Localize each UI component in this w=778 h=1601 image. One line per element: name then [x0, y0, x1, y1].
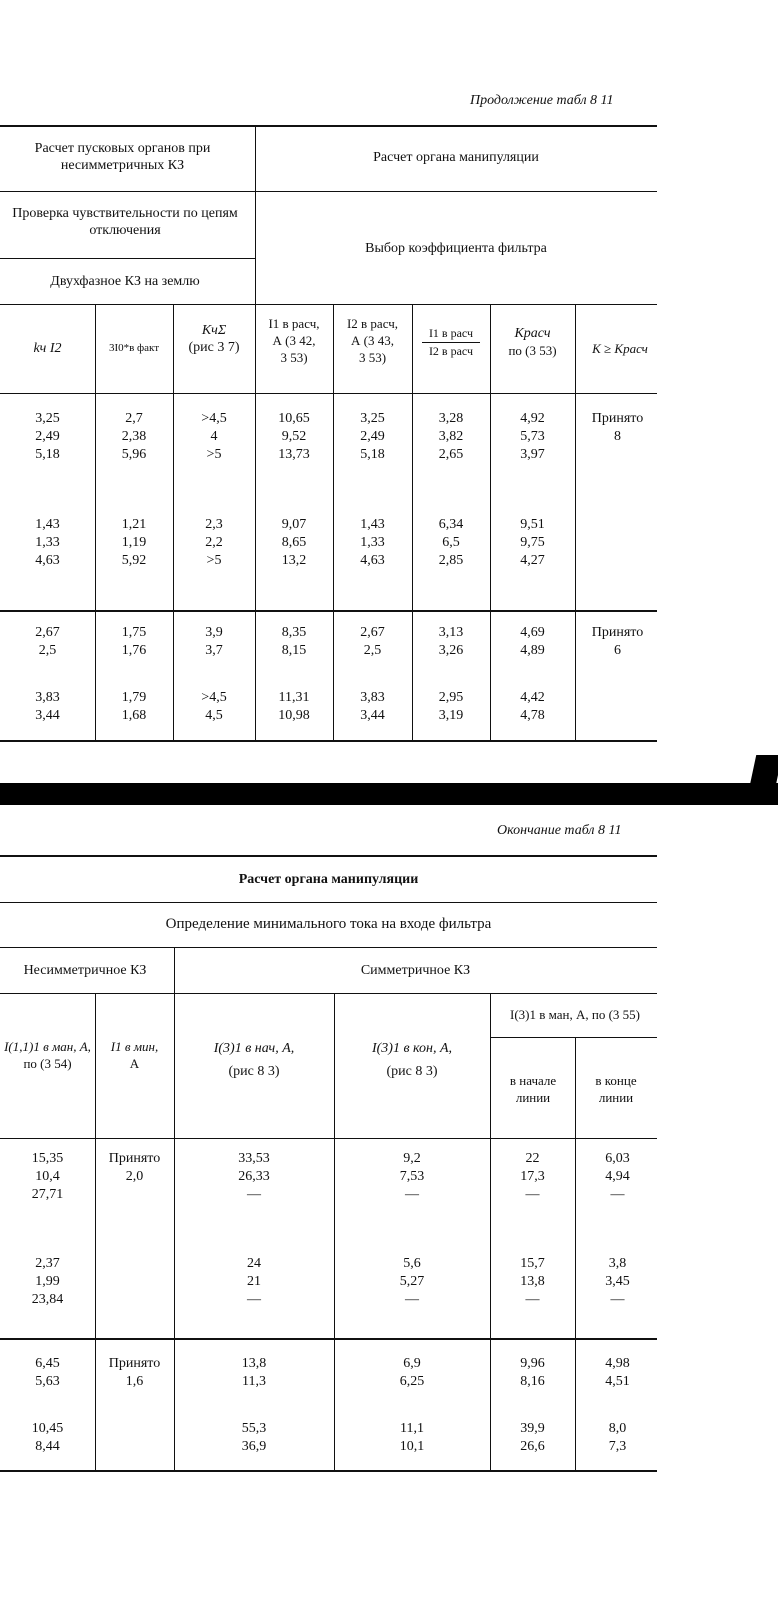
top-cell-value: 4,63 [360, 553, 385, 568]
bottom-cell-g4-b1 [0, 1420, 95, 1456]
top-cell-value: 9,51 [520, 517, 545, 532]
bottom-cell-value: 2,37 [35, 1256, 60, 1271]
bottom-cell-value: — [405, 1292, 419, 1307]
top-header-right: Расчет органа манипуляции [373, 150, 539, 165]
top-col-header-4 [255, 315, 333, 366]
bottom-cell-value: 5,27 [399, 1274, 425, 1289]
top-cell-value: 2,67 [360, 625, 385, 640]
top-caption: Продолжение табл 8 11 [470, 93, 614, 108]
bottom-cell-value: 7,3 [608, 1439, 627, 1454]
bottom-cell-g1-b4 [334, 1150, 490, 1204]
top-cell-value: 1,33 [360, 535, 385, 550]
top-cell-value: 8 [614, 429, 621, 444]
top-cell-value: 1,33 [35, 535, 60, 550]
bottom-cell-g3-b6 [575, 1355, 660, 1391]
top-col-header-3b: (рис 3 7) [188, 340, 240, 355]
bottom-divider-4 [490, 1037, 657, 1038]
bottom-cell-g2-b3 [174, 1255, 334, 1309]
bottom-cell-value: 33,53 [238, 1151, 270, 1166]
top-cell-value: 4 [210, 429, 218, 444]
top-cell-g3-c1 [0, 624, 95, 660]
bottom-cell-value: Принято [108, 1356, 161, 1371]
top-cell-value: 3,44 [360, 708, 385, 723]
top-cell-value: 2,5 [363, 643, 382, 658]
top-col-header-3a: KчΣ [201, 323, 227, 338]
top-cell-value: 4,78 [520, 708, 545, 723]
bottom-col-header-3a: I(3)1 в нач, А, [213, 1041, 295, 1056]
bottom-header-asym: Несимметричное КЗ [23, 963, 147, 978]
top-col-header-5b: А (3 43, [351, 333, 394, 348]
bottom-cell-value: 13,8 [241, 1356, 267, 1371]
bottom-cell-value: 15,35 [31, 1151, 64, 1166]
top-cell-value: 1,19 [121, 535, 147, 550]
bottom-table-bottom [0, 1470, 657, 1472]
top-cell-g1-c1 [0, 410, 95, 464]
bottom-cell-g3-b2 [95, 1355, 174, 1391]
bottom-cell-g4-b3 [174, 1420, 334, 1456]
top-col-header-3 [173, 322, 255, 356]
top-col-header-2 [95, 340, 173, 357]
bottom-header-sym: Симметричное КЗ [360, 963, 471, 978]
top-cell-g3-c7 [490, 624, 575, 660]
top-header-filter: Выбор коэффициента фильтра [365, 241, 547, 256]
bottom-cell-value: 6,03 [605, 1151, 630, 1166]
bottom-cell-g1-b5 [490, 1150, 575, 1204]
bottom-rule [0, 855, 657, 857]
top-col-header-6 [412, 325, 490, 360]
bottom-divider-3 [0, 993, 657, 994]
top-vline-7 [575, 304, 576, 740]
top-cell-g4-c1 [0, 689, 95, 725]
top-cell-value: 1,79 [121, 690, 147, 705]
bottom-cell-g1-b6 [575, 1150, 660, 1204]
top-cell-value: 3,13 [438, 625, 464, 640]
top-cell-value: 3,26 [438, 643, 464, 658]
top-cell-g4-c4 [255, 689, 333, 725]
scan-edge-strip [0, 783, 778, 805]
bottom-cell-value: 11,3 [242, 1374, 266, 1389]
top-cell-g1-c4 [255, 410, 333, 464]
bottom-col-header-1a: I(1,1)1 в ман, А, [4, 1039, 91, 1054]
top-header-bottom [0, 393, 657, 394]
bottom-cell-value: 5,63 [35, 1374, 60, 1389]
scan-edge-corner [748, 755, 778, 795]
bottom-cell-g4-b6 [575, 1420, 660, 1456]
bottom-cell-value: 21 [247, 1274, 261, 1289]
top-cell-g3-c8 [575, 624, 660, 660]
top-cell-value: 4,92 [520, 411, 545, 426]
bottom-vline-main [174, 947, 175, 1470]
top-col-header-7 [490, 325, 575, 359]
top-cell-value: 9,07 [281, 517, 307, 532]
bottom-cell-value: — [610, 1187, 625, 1202]
bottom-cell-value: 2,0 [125, 1169, 144, 1184]
bottom-cell-value: 1,6 [125, 1374, 144, 1389]
top-col-header-5 [333, 315, 412, 366]
top-cell-value: 3,82 [438, 429, 464, 444]
bottom-cell-g3-b5 [490, 1355, 575, 1391]
top-cell-g2-c4 [255, 516, 333, 570]
top-cell-value: >4,5 [201, 690, 227, 705]
top-cell-value: 9,75 [520, 535, 545, 550]
top-cell-value: 3,25 [35, 411, 60, 426]
top-cell-value: Принято [591, 411, 644, 426]
top-header-divider-1 [0, 191, 657, 192]
top-cell-value: 2,7 [125, 411, 143, 426]
top-cell-value: 10,98 [278, 708, 310, 723]
bottom-cell-value: — [525, 1292, 540, 1307]
top-cell-value: 3,97 [520, 447, 545, 462]
top-cell-g3-c2 [95, 624, 173, 660]
bottom-col-header-3 [174, 1040, 334, 1080]
top-cell-value: 5,18 [360, 447, 385, 462]
top-cell-value: 5,96 [121, 447, 147, 462]
top-cell-value: 2,38 [121, 429, 147, 444]
top-cell-value: 4,89 [520, 643, 545, 658]
top-cell-value: 3,44 [35, 708, 60, 723]
top-cell-g4-c7 [490, 689, 575, 725]
bottom-cell-g3-b3 [174, 1355, 334, 1391]
bottom-cell-g4-b4 [334, 1420, 490, 1456]
bottom-cell-value: — [247, 1292, 261, 1307]
top-cell-g3-c3 [173, 624, 255, 660]
bottom-cell-value: 9,2 [403, 1151, 421, 1166]
top-cell-value: 8,65 [281, 535, 307, 550]
top-cell-g3-c6 [412, 624, 490, 660]
bottom-cell-value: 10,4 [35, 1169, 60, 1184]
top-cell-value: 1,43 [35, 517, 60, 532]
bottom-cell-value: 17,3 [520, 1169, 545, 1184]
bottom-cell-value: 39,9 [520, 1421, 545, 1436]
top-col-header-5c: 3 53) [358, 350, 387, 365]
top-table-bottom [0, 740, 657, 742]
bottom-cell-value: 3,45 [605, 1274, 630, 1289]
bottom-col-header-56: I(3)1 в ман, А, по (3 55) [510, 1007, 640, 1022]
bottom-cell-g1-b3 [174, 1150, 334, 1204]
top-cell-g4-c3 [173, 689, 255, 725]
top-cell-value: 3,83 [360, 690, 385, 705]
top-cell-value: 10,65 [278, 411, 310, 426]
bottom-cell-g4-b5 [490, 1420, 575, 1456]
top-cell-value: 2,95 [438, 690, 464, 705]
top-cell-value: 9,52 [281, 429, 307, 444]
top-header-divider-3 [0, 304, 657, 305]
top-cell-g1-c3 [173, 410, 255, 464]
bottom-cell-value: — [247, 1187, 261, 1202]
bottom-cell-value: 24 [247, 1256, 261, 1271]
top-col-header-2-text: 3I0*в факт [108, 342, 160, 354]
top-cell-value: 3,7 [205, 643, 223, 658]
top-header-two-phase: Двухфазное КЗ на землю [50, 274, 200, 289]
bottom-cell-value: 8,0 [608, 1421, 627, 1436]
top-cell-value: 5,73 [520, 429, 545, 444]
bottom-col-header-2 [95, 1038, 174, 1072]
top-col-header-1 [0, 340, 95, 357]
top-cell-g2-c7 [490, 516, 575, 570]
bottom-cell-value: 8,44 [35, 1439, 60, 1454]
top-cell-value: 13,73 [278, 447, 310, 462]
bottom-cell-value: 7,53 [399, 1169, 425, 1184]
bottom-cell-g2-b4 [334, 1255, 490, 1309]
top-cell-value: 2,49 [35, 429, 60, 444]
bottom-col-header-5: в начале линии [509, 1073, 557, 1105]
top-cell-value: 2,49 [360, 429, 385, 444]
bottom-cell-value: 15,7 [520, 1256, 545, 1271]
top-cell-g2-c5 [333, 516, 412, 570]
top-cell-g1-c5 [333, 410, 412, 464]
bottom-cell-value: 10,45 [31, 1421, 64, 1436]
bottom-header-main: Расчет органа манипуляции [238, 872, 419, 887]
top-cell-value: 1,21 [121, 517, 147, 532]
top-cell-value: 2,3 [205, 517, 223, 532]
top-cell-value: 3,25 [360, 411, 385, 426]
bottom-divider-2 [0, 947, 657, 948]
bottom-caption: Окончание табл 8 11 [497, 823, 622, 838]
bottom-cell-value: 4,94 [605, 1169, 630, 1184]
top-cell-value: 4,27 [520, 553, 545, 568]
bottom-header-bottom [0, 1138, 657, 1139]
top-cell-value: 8,15 [281, 643, 307, 658]
top-cell-value: 4,42 [520, 690, 545, 705]
bottom-cell-value: 4,98 [605, 1356, 630, 1371]
top-cell-value: 2,67 [35, 625, 60, 640]
bottom-cell-g1-b2 [95, 1150, 174, 1186]
top-cell-value: 2,5 [38, 643, 57, 658]
top-cell-value: 3,28 [438, 411, 464, 426]
bottom-cell-value: 13,8 [520, 1274, 545, 1289]
bottom-cell-value: — [405, 1187, 419, 1202]
top-cell-g3-c4 [255, 624, 333, 660]
bottom-cell-value: 22 [525, 1151, 540, 1166]
top-cell-value: 1,75 [121, 625, 147, 640]
top-col-header-4a: I1 в расч, [268, 316, 320, 331]
top-cell-value: 5,18 [35, 447, 60, 462]
top-cell-g1-c6 [412, 410, 490, 464]
bottom-cell-value: 11,1 [400, 1421, 424, 1436]
bottom-cell-value: — [610, 1292, 625, 1307]
top-cell-g4-c6 [412, 689, 490, 725]
top-cell-value: 13,2 [281, 553, 307, 568]
bottom-divider-1 [0, 902, 657, 903]
top-cell-value: 6,34 [438, 517, 464, 532]
top-cell-g1-c2 [95, 410, 173, 464]
bottom-group-divider [0, 1338, 657, 1340]
bottom-cell-value: Принято [108, 1151, 161, 1166]
bottom-cell-value: 55,3 [241, 1421, 267, 1436]
top-cell-value: >5 [206, 447, 222, 462]
top-col-header-6a: I1 в расч [422, 325, 480, 343]
top-header-left: Расчет пусковых органов при несимметричных КЗ [34, 141, 211, 173]
top-col-header-5a: I2 в расч, [346, 316, 399, 331]
bottom-cell-value: 10,1 [399, 1439, 425, 1454]
top-cell-value: 8,35 [281, 625, 307, 640]
top-cell-value: Принято [591, 625, 644, 640]
top-cell-value: 1,43 [360, 517, 385, 532]
bottom-col-header-2b: А [129, 1056, 140, 1071]
top-cell-g2-c2 [95, 516, 173, 570]
bottom-cell-value: 9,96 [520, 1356, 545, 1371]
top-cell-g2-c6 [412, 516, 490, 570]
top-cell-value: 5,92 [121, 553, 147, 568]
bottom-col-header-2a: I1 в мин, [110, 1039, 159, 1054]
top-rule [0, 125, 657, 127]
bottom-header-sub: Определение минимального тока на входе фильтра [165, 916, 492, 932]
top-header-divider-2 [0, 258, 255, 259]
bottom-vline-5 [575, 1037, 576, 1470]
top-cell-value: >4,5 [201, 411, 227, 426]
top-header-check: Проверка чувствительности по цепям отключения [12, 206, 238, 238]
bottom-cell-value: 36,9 [241, 1439, 267, 1454]
top-col-header-6b: I2 в расч [428, 344, 474, 358]
bottom-cell-value: 6,45 [35, 1356, 60, 1371]
top-cell-value: 11,31 [278, 690, 310, 705]
top-cell-value: 3,9 [205, 625, 223, 640]
top-cell-g2-c3 [173, 516, 255, 570]
bottom-cell-g3-b4 [334, 1355, 490, 1391]
top-cell-value: >5 [206, 553, 222, 568]
bottom-cell-value: 5,6 [403, 1256, 421, 1271]
bottom-cell-value: 3,8 [608, 1256, 627, 1271]
top-cell-value: 1,76 [121, 643, 147, 658]
bottom-cell-g2-b5 [490, 1255, 575, 1309]
bottom-cell-value: — [525, 1187, 540, 1202]
top-cell-value: 2,2 [205, 535, 223, 550]
bottom-col-header-6: в конце линии [595, 1073, 637, 1105]
top-cell-value: 6,5 [442, 535, 460, 550]
top-col-header-1-text: kч I2 [33, 341, 62, 356]
top-cell-g1-c7 [490, 410, 575, 464]
bottom-cell-g1-b1 [0, 1150, 95, 1204]
top-cell-g2-c1 [0, 516, 95, 570]
bottom-cell-value: 26,33 [238, 1169, 270, 1184]
top-cell-value: 3,83 [35, 690, 60, 705]
bottom-vline-4 [490, 993, 491, 1470]
top-cell-g4-c5 [333, 689, 412, 725]
bottom-col-header-4b: (рис 8 3) [386, 1064, 438, 1079]
bottom-col-header-4 [334, 1040, 490, 1080]
bottom-col-header-1 [0, 1038, 95, 1072]
bottom-cell-value: 23,84 [31, 1292, 64, 1307]
bottom-cell-g2-b1 [0, 1255, 95, 1309]
top-col-header-7b: по (3 53) [508, 343, 557, 358]
top-col-header-7a: Kрасч [514, 326, 551, 341]
top-col-header-4c: 3 53) [280, 350, 308, 365]
top-cell-value: 4,63 [35, 553, 60, 568]
bottom-cell-value: 6,9 [403, 1356, 421, 1371]
top-cell-g4-c2 [95, 689, 173, 725]
top-cell-g3-c5 [333, 624, 412, 660]
bottom-cell-g3-b1 [0, 1355, 95, 1391]
top-cell-value: 4,69 [520, 625, 545, 640]
bottom-col-header-3b: (рис 8 3) [228, 1064, 280, 1079]
bottom-cell-value: 27,71 [31, 1187, 64, 1202]
bottom-col-header-1b: по (3 54) [23, 1056, 72, 1071]
top-cell-g1-c8 [575, 410, 660, 446]
top-col-header-8: K ≥ Kрасч [592, 341, 648, 356]
top-col-header-4b: А (3 42, [272, 333, 316, 348]
bottom-cell-value: 26,6 [520, 1439, 545, 1454]
bottom-cell-value: 6,25 [399, 1374, 425, 1389]
bottom-cell-g2-b6 [575, 1255, 660, 1309]
top-cell-value: 3,19 [438, 708, 464, 723]
bottom-cell-value: 8,16 [520, 1374, 545, 1389]
bottom-col-header-4a: I(3)1 в кон, А, [371, 1041, 453, 1056]
bottom-cell-value: 4,51 [605, 1374, 630, 1389]
top-cell-value: 4,5 [205, 708, 223, 723]
top-cell-value: 2,85 [438, 553, 464, 568]
top-cell-value: 1,68 [121, 708, 147, 723]
top-group-divider [0, 610, 657, 612]
bottom-cell-value: 1,99 [35, 1274, 60, 1289]
top-cell-value: 6 [614, 643, 621, 658]
top-cell-value: 2,65 [438, 447, 464, 462]
